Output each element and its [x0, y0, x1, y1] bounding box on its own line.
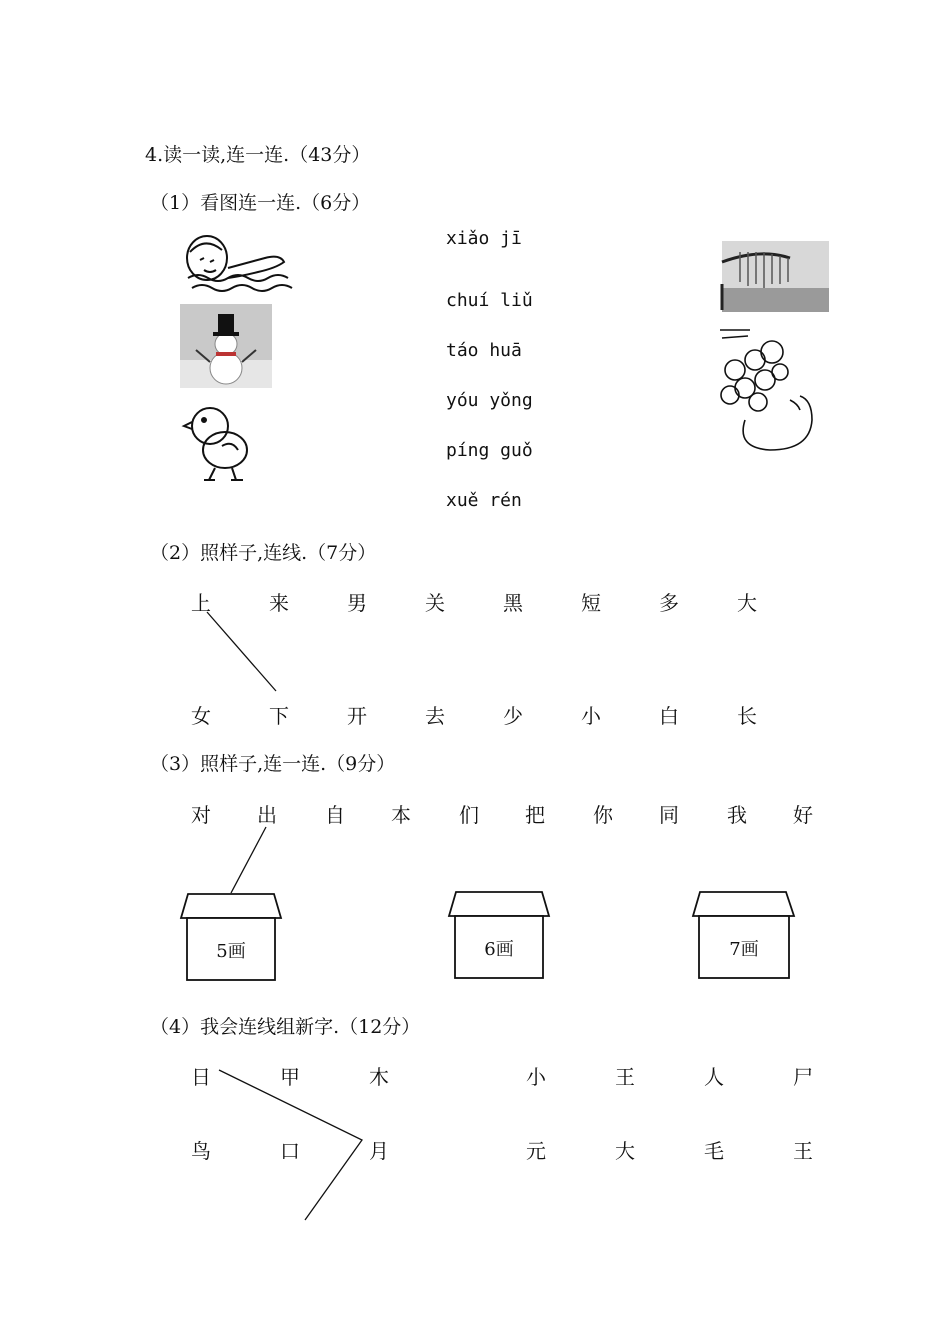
peach-blossom-icon[interactable]	[720, 330, 812, 450]
part2-top-char[interactable]: 短	[581, 591, 601, 615]
part4-char[interactable]: 王	[615, 1065, 635, 1089]
part2-top-char[interactable]: 大	[737, 591, 757, 615]
part2-bottom-char[interactable]: 小	[581, 704, 601, 728]
part4-char[interactable]: 大	[615, 1139, 635, 1163]
part2-top-char[interactable]: 多	[659, 591, 679, 615]
snowman-icon[interactable]	[180, 304, 272, 388]
part3-char[interactable]: 把	[525, 803, 545, 827]
willow-icon[interactable]	[722, 241, 829, 312]
part4-char[interactable]: 小	[526, 1065, 546, 1089]
part4-char[interactable]: 王	[793, 1139, 813, 1163]
part4-char[interactable]: 口	[280, 1139, 300, 1163]
part2-bottom-char[interactable]: 长	[737, 704, 757, 728]
part2-top-char[interactable]: 来	[269, 591, 289, 615]
pinyin-item[interactable]: xiǎo jī	[446, 228, 522, 249]
part3-char[interactable]: 同	[659, 803, 679, 827]
part4-char[interactable]: 元	[526, 1139, 546, 1163]
pinyin-item[interactable]: táo huā	[446, 340, 522, 361]
part2-bottom-char[interactable]: 白	[659, 704, 679, 728]
house-label: 7画	[729, 939, 759, 960]
part2-bottom-char[interactable]: 去	[425, 704, 445, 728]
part2-top-char[interactable]: 男	[347, 591, 367, 615]
swimmer-icon[interactable]	[187, 236, 292, 291]
page-title: 4.读一读,连一连.（43分）	[145, 144, 371, 166]
part3-char[interactable]: 自	[325, 803, 345, 827]
part4-char[interactable]: 日	[191, 1065, 211, 1089]
part2-heading: （2）照样子,连线.（7分）	[150, 542, 377, 564]
sample-link-line	[207, 612, 276, 691]
part2-bottom-char[interactable]: 女	[191, 704, 211, 728]
part3-char[interactable]: 对	[191, 803, 211, 827]
pinyin-item[interactable]: yóu yǒng	[446, 390, 533, 411]
part2-top-char[interactable]: 关	[425, 591, 445, 615]
part4-char[interactable]: 月	[369, 1139, 389, 1163]
part2-bottom-char[interactable]: 开	[347, 704, 367, 728]
part3-char[interactable]: 出	[257, 803, 277, 827]
part4-char[interactable]: 人	[704, 1065, 724, 1089]
sample-link-line	[231, 827, 266, 893]
part3-char[interactable]: 好	[793, 803, 813, 827]
part4-char[interactable]: 木	[369, 1065, 389, 1089]
part4-char[interactable]: 毛	[704, 1139, 724, 1163]
part4-char[interactable]: 鸟	[191, 1139, 211, 1163]
part3-char[interactable]: 我	[727, 803, 747, 827]
pinyin-item[interactable]: chuí liǔ	[446, 290, 533, 311]
part2-bottom-char[interactable]: 下	[269, 704, 289, 728]
chick-icon[interactable]	[184, 408, 247, 480]
part2-top-char[interactable]: 黑	[503, 591, 523, 615]
part3-heading: （3）照样子,连一连.（9分）	[150, 753, 396, 775]
part3-char[interactable]: 你	[593, 803, 613, 827]
pinyin-item[interactable]: xuě rén	[446, 490, 522, 511]
part4-heading: （4）我会连线组新字.（12分）	[150, 1016, 421, 1038]
house-label: 5画	[216, 941, 246, 962]
part2-bottom-char[interactable]: 少	[503, 704, 523, 728]
part4-char[interactable]: 甲	[280, 1065, 300, 1089]
part2-top-char[interactable]: 上	[191, 591, 211, 615]
part3-char[interactable]: 本	[391, 803, 411, 827]
house-label: 6画	[484, 939, 514, 960]
pinyin-item[interactable]: píng guǒ	[446, 440, 533, 461]
part4-char[interactable]: 尸	[793, 1065, 813, 1089]
part1-heading: （1）看图连一连.（6分）	[150, 192, 371, 214]
part3-char[interactable]: 们	[459, 803, 479, 827]
